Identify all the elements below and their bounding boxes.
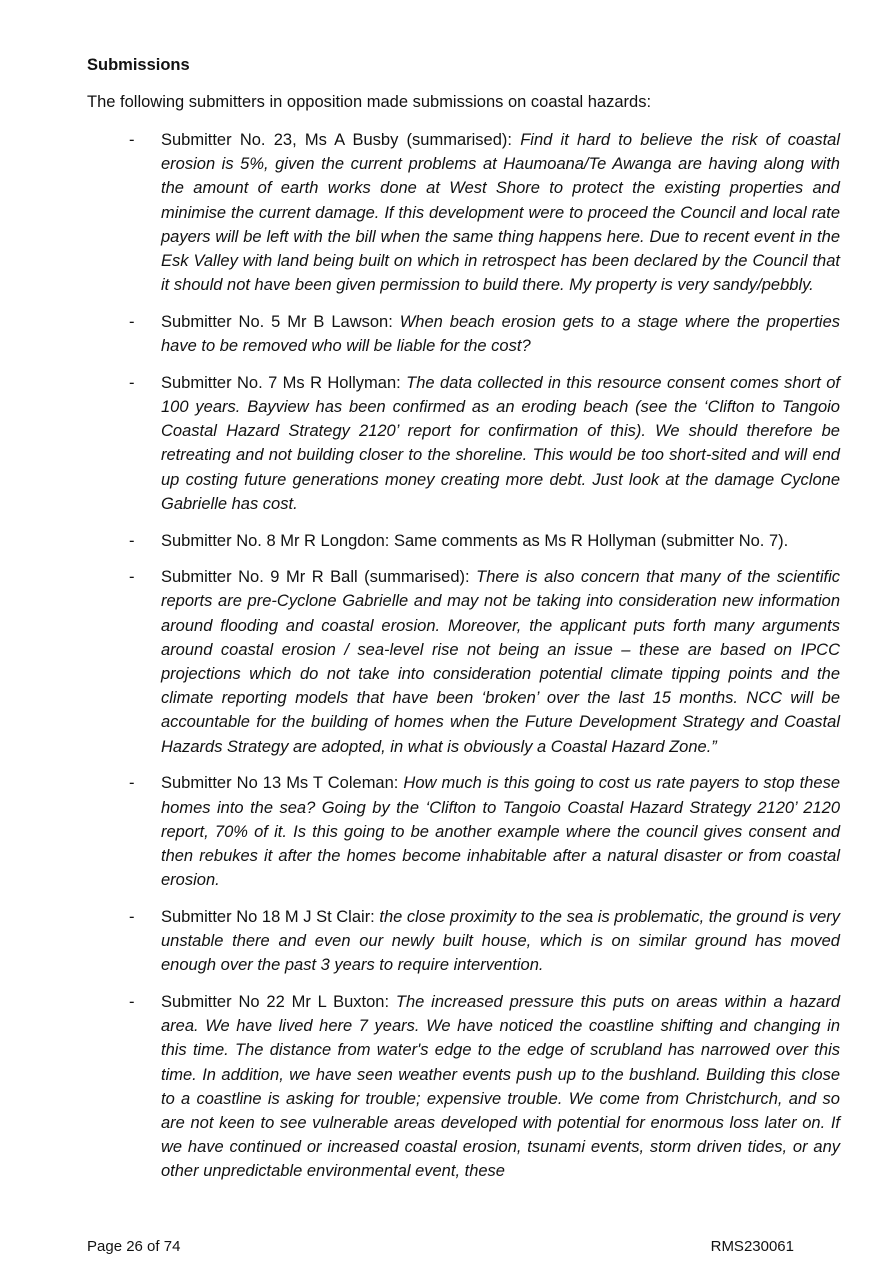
- submission-text: [161, 371, 840, 516]
- submission-quote: the close proximity to the sea is problematic, the ground is very unstable there and even our newly built house, which is on similar ground has moved enough over the past 3 years to require intervention.: [161, 907, 841, 975]
- page-number: Page 26 of 74: [87, 1238, 181, 1255]
- list-dash: -: [129, 373, 135, 392]
- submitter-name: Submitter No 22 Mr L Buxton:: [161, 993, 396, 1011]
- submission-item: [0, 771, 880, 892]
- list-dash: -: [129, 531, 135, 550]
- submission-item: [0, 529, 880, 553]
- submission-item: [0, 371, 880, 516]
- intro-paragraph: The following submitters in opposition made submissions on coastal hazards:: [87, 93, 652, 111]
- submission-item: [0, 905, 880, 978]
- list-dash: -: [129, 907, 135, 926]
- submission-text: [161, 529, 840, 553]
- submitter-name: Submitter No 13 Ms T Coleman:: [161, 774, 404, 793]
- submission-item: [0, 990, 880, 1184]
- submitter-name: Submitter No. 7 Ms R Hollyman:: [161, 373, 407, 392]
- submission-quote: The data collected in this resource consent comes short of 100 years. Bayview has been confirmed as an eroding beach (see the ‘Clifton to Tangoio Coastal Hazard Strategy 2120’ report for confirmation of this). We should therefore be retreating and not building closer to the shoreline. This would be too short-sited and will end up costing future generations money creating more debt. Just look at the damage Cyclone Gabrielle has cost.: [161, 373, 840, 513]
- submitter-name: Submitter No 18 M J St Clair:: [161, 907, 380, 926]
- submitter-name: Submitter No. 5 Mr B Lawson:: [161, 312, 400, 331]
- list-dash: -: [129, 774, 135, 793]
- submission-text: [161, 905, 840, 978]
- submission-item: [0, 128, 880, 297]
- submitter-name: Submitter No. 9 Mr R Ball (summarised):: [161, 568, 477, 587]
- submitter-name: Submitter No. 8 Mr R Longdon: Same comments as Ms R Hollyman (submitter No. 7).: [161, 531, 789, 550]
- submission-list: [0, 128, 880, 1196]
- submission-quote: How much is this going to cost us rate payers to stop these homes into the sea? Going by the ‘Clifton to Tangoio Coastal Hazard Strategy 2120’ 2120 report, 70% of it. Is this going to be another example where the council gives consent and then rebukes it after the homes become inhabitable after a natural disaster or from coastal erosion.: [161, 774, 840, 890]
- list-dash: -: [129, 131, 135, 149]
- submission-quote: There is also concern that many of the scientific reports are pre-Cyclone Gabrielle and may not be taking into consideration new information around flooding and coastal erosion. Moreover, the applicant puts forth many arguments around coastal erosion / sea-level rise not being an issue – these are based on IPCC projections which do not take into consideration potential climate tipping points and the climate reporting models that have been ‘broken’ over the last 15 months. NCC will be accountable for the building of homes when the Future Development Strategy and Coastal Hazards Strategy are adopted, in what is obviously a Coastal Hazard Zone.”: [161, 568, 840, 756]
- submission-item: [0, 310, 880, 358]
- submission-quote: When beach erosion gets to a stage where the properties have to be removed who will be liable for the cost?: [161, 312, 840, 356]
- submitter-name: Submitter No. 23, Ms A Busby (summarised):: [161, 131, 521, 149]
- submission-text: [161, 771, 840, 892]
- submission-text: [161, 128, 840, 297]
- submission-quote: Find it hard to believe the risk of coastal erosion is 5%, given the current problems at Haumoana/Te Awanga are having along with the amount of earth works done at West Shore to protect the existing properties and minimise the current damage. If this development were to proceed the Council and local rate payers will be left with the bill when the same thing happens here. Due to recent event in the Esk Valley with land being built on which in retrospect has been declared by the Council that it should not have been given permission to build there. My property is very sandy/pebbly.: [161, 131, 841, 295]
- submission-quote: The increased pressure this puts on areas within a hazard area. We have lived here 7 years. We have noticed the coastline shifting and changing in this time. The distance from water's edge to the edge of scrubland has narrowed over this time. In addition, we have seen weather events push up to the bushland. Building this close to a coastline is asking for trouble; expensive trouble. We come from Christchurch, and so are not keen to see vulnerable areas developed with potential for enormous loss later on. If we have continued or increased coastal erosion, tsunami events, storm driven tides, or any other unpredictable environmental event, these: [161, 993, 840, 1181]
- submission-text: [161, 310, 840, 358]
- list-dash: -: [129, 568, 135, 587]
- submission-text: [161, 565, 840, 759]
- list-dash: -: [129, 312, 135, 331]
- submission-text: [161, 990, 840, 1184]
- submission-item: [0, 565, 880, 759]
- section-heading: Submissions: [87, 56, 190, 74]
- document-reference: RMS230061: [710, 1238, 794, 1255]
- list-dash: -: [129, 993, 135, 1011]
